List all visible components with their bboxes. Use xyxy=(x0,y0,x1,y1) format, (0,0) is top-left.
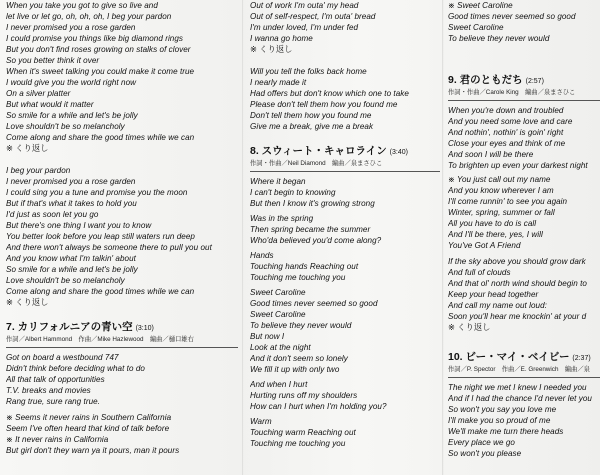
lyric-line: I would give you the world right now xyxy=(6,78,137,87)
lyric-line: Out of work I'm outa' my head xyxy=(250,1,359,10)
lyric-line: And it don't seem so lonely xyxy=(250,354,348,363)
lyric-line: Soon you'll hear me knockin' at your d xyxy=(448,312,587,321)
lyric-line: ※ Sweet Caroline xyxy=(448,1,513,10)
lyric-line: let live or let go, oh, oh, oh, I beg your pardon xyxy=(6,12,172,21)
song-duration: (2:37) xyxy=(572,355,591,362)
lyric-line: I could sing you a tune and promise you the moon xyxy=(6,188,188,197)
lyric-line: Then spring became the summer xyxy=(250,225,371,234)
lyrics-column-1 xyxy=(6,0,238,456)
lyric-line: Please don't tell them how you found me xyxy=(250,100,398,109)
lyric-line: ※ Seems it never rains in Southern California xyxy=(6,413,172,422)
lyric-line: Every place we go xyxy=(448,438,515,447)
song-duration: (3:40) xyxy=(389,149,408,156)
lyric-line: Had offers but don't know which one to take xyxy=(250,89,409,98)
lyric-line: When it's sweet talking you could make it come true xyxy=(6,67,195,76)
lyric-line: But girl don't they warn ya it pours, man it pours xyxy=(6,446,180,455)
lyric-line: But what would it matter xyxy=(6,100,94,109)
song-title: 7. カリフォルニアの青い空 (3:10) xyxy=(6,321,154,333)
lyric-line: So won't you say you love me xyxy=(448,405,557,414)
lyric-line: Hurting runs off my shoulders xyxy=(250,391,358,400)
lyric-line: ※ You just call out my name xyxy=(448,175,551,184)
lyric-line: Got on board a westbound 747 xyxy=(6,353,119,362)
lyric-line: And call my name out loud: xyxy=(448,301,547,310)
lyric-line: And there won't always be someone there to pull you out xyxy=(6,243,212,252)
lyric-line: You've Got A Friend xyxy=(448,241,521,250)
lyric-line: Where it began xyxy=(250,177,306,186)
lyric-line: Love shouldn't be so melancholy xyxy=(6,122,125,131)
lyric-line: Sweet Caroline xyxy=(250,288,306,297)
page-fold xyxy=(242,0,244,475)
page-fold xyxy=(442,0,444,475)
lyric-line: How can I hurt when I'm holding you? xyxy=(250,402,387,411)
lyrics-column-2 xyxy=(250,0,440,449)
song-credits: 作詞／P. Spector 作曲／E. Greenwich 編曲／泉 xyxy=(448,366,590,373)
lyric-line: Give me a break, give me a break xyxy=(250,122,374,131)
lyrics-column-3 xyxy=(448,0,600,459)
lyric-line: Was in the spring xyxy=(250,214,314,223)
song-title: 8. スウィート・キャロライン (3:40) xyxy=(250,145,408,157)
song-duration: (2:57) xyxy=(525,78,544,85)
repeat-mark: ※ くり返し xyxy=(250,44,293,54)
lyric-line: Touching warm Reaching out xyxy=(250,428,356,437)
lyric-line: And soon I will be there xyxy=(448,150,534,159)
lyric-line: If the sky above you should grow dark xyxy=(448,257,586,266)
song-credits: 作詞／Albert Hammond 作曲／Mike Hazlewood 編曲／樋口雄右 xyxy=(6,336,194,343)
lyric-line: But if that's what it takes to hold you xyxy=(6,199,137,208)
lyric-line: But then I know it's growing strong xyxy=(250,199,375,208)
lyric-line: Sweet Caroline xyxy=(448,23,504,32)
lyric-line: Touching me touching you xyxy=(250,439,346,448)
lyric-line: Good times never seemed so good xyxy=(250,299,378,308)
repeat-mark: ※ くり返し xyxy=(6,143,49,153)
lyric-line: Don't tell them how you found me xyxy=(250,111,372,120)
lyric-line: And you need some love and care xyxy=(448,117,573,126)
lyric-line: Hands xyxy=(250,251,274,260)
lyric-line: I'll make you so proud of me xyxy=(448,416,551,425)
lyric-line: And full of clouds xyxy=(448,268,511,277)
lyric-line: And you know what I'm talkin' about xyxy=(6,254,136,263)
lyric-line: But now I xyxy=(250,332,285,341)
lyric-line: T.V. breaks and movies xyxy=(6,386,91,395)
song-duration: (3:10) xyxy=(135,325,154,332)
lyric-line: Come along and share the good times while we can xyxy=(6,287,195,296)
repeat-mark: ※ くり返し xyxy=(448,322,491,332)
lyric-line: But you don't find roses growing on stalks of clover xyxy=(6,45,191,54)
song-title: 10. ビー・マイ・ベイビー (2:37) xyxy=(448,351,591,363)
lyric-line: So won't you please xyxy=(448,449,522,458)
lyric-line: Out of self-respect, I'm outa' bread xyxy=(250,12,376,21)
lyric-line: And when I hurt xyxy=(250,380,308,389)
lyric-line: And you know wherever I am xyxy=(448,186,554,195)
lyric-line: Touching me touching you xyxy=(250,273,346,282)
lyric-line: So you better think it over xyxy=(6,56,100,65)
lyric-line: But there's one thing I want you to know xyxy=(6,221,152,230)
lyric-line: Sweet Caroline xyxy=(250,310,306,319)
lyric-line: I'll come runnin' to see you again xyxy=(448,197,568,206)
lyric-line: I'm under loved, I'm under fed xyxy=(250,23,359,32)
lyric-line: On a silver platter xyxy=(6,89,71,98)
lyric-line: Close your eyes and think of me xyxy=(448,139,566,148)
lyric-line: Warm xyxy=(250,417,272,426)
lyric-line: To believe they never would xyxy=(448,34,550,43)
lyric-line: We'll make me turn there heads xyxy=(448,427,564,436)
repeat-mark: ※ くり返し xyxy=(6,297,49,307)
lyric-line: Look at the night xyxy=(250,343,311,352)
lyric-line: I never promised you a rose garden xyxy=(6,23,136,32)
lyric-line: And if I had the chance I'd never let you xyxy=(448,394,592,403)
lyric-line: The night we met I knew I needed you xyxy=(448,383,587,392)
lyric-line: So smile for a while and let's be jolly xyxy=(6,111,138,120)
lyric-line: And that ol' north wind should begin to xyxy=(448,279,587,288)
lyric-line: And nothin', nothin' is goin' right xyxy=(448,128,564,137)
lyric-line: We fill it up with only two xyxy=(250,365,340,374)
lyric-line: So smile for a while and let's be jolly xyxy=(6,265,138,274)
lyric-line: To brighten up even your darkest night xyxy=(448,161,588,170)
lyric-line: I nearly made it xyxy=(250,78,307,87)
lyric-line: I never promised you a rose garden xyxy=(6,177,136,186)
lyric-line: Will you tell the folks back home xyxy=(250,67,367,76)
lyric-line: Rang true, sure rang true. xyxy=(6,397,100,406)
lyric-line: Winter, spring, summer or fall xyxy=(448,208,555,217)
lyric-line: When you take you got to give so live and xyxy=(6,1,158,10)
lyric-line: And I'll be there, yes, I will xyxy=(448,230,543,239)
lyric-line: When you're down and troubled xyxy=(448,106,564,115)
lyric-line: I wanna go home xyxy=(250,34,313,43)
lyric-line: Seem I've often heard that kind of talk before xyxy=(6,424,170,433)
lyric-line: All that talk of opportunities xyxy=(6,375,105,384)
lyric-line: I'd just as soon let you go xyxy=(6,210,99,219)
song-title: 9. 君のともだち (2:57) xyxy=(448,74,544,86)
lyric-line: Good times never seemed so good xyxy=(448,12,576,21)
lyric-line: You better look before you leap still waters run deep xyxy=(6,232,195,241)
lyric-line: Come along and share the good times while we can xyxy=(6,133,195,142)
lyric-line: I can't begin to knowing xyxy=(250,188,336,197)
lyric-line: To believe they never would xyxy=(250,321,352,330)
lyric-line: Keep your head together xyxy=(448,290,539,299)
song-credits: 作詞・作曲／Neil Diamond 編曲／泉まさひこ xyxy=(250,160,383,167)
lyric-line: I beg your pardon xyxy=(6,166,71,175)
lyric-line: Who'da believed you'd come along? xyxy=(250,236,382,245)
lyric-line: All you have to do is call xyxy=(448,219,537,228)
lyric-line: Love shouldn't be so melancholy xyxy=(6,276,125,285)
song-credits: 作詞・作曲／Carole King 編曲／泉まさひこ xyxy=(448,89,576,96)
lyric-line: Didn't think before deciding what to do xyxy=(6,364,145,373)
lyric-line: ※ It never rains in California xyxy=(6,435,109,444)
lyric-line: Touching hands Reaching out xyxy=(250,262,359,271)
lyric-line: I could promise you things like big diamond rings xyxy=(6,34,184,43)
